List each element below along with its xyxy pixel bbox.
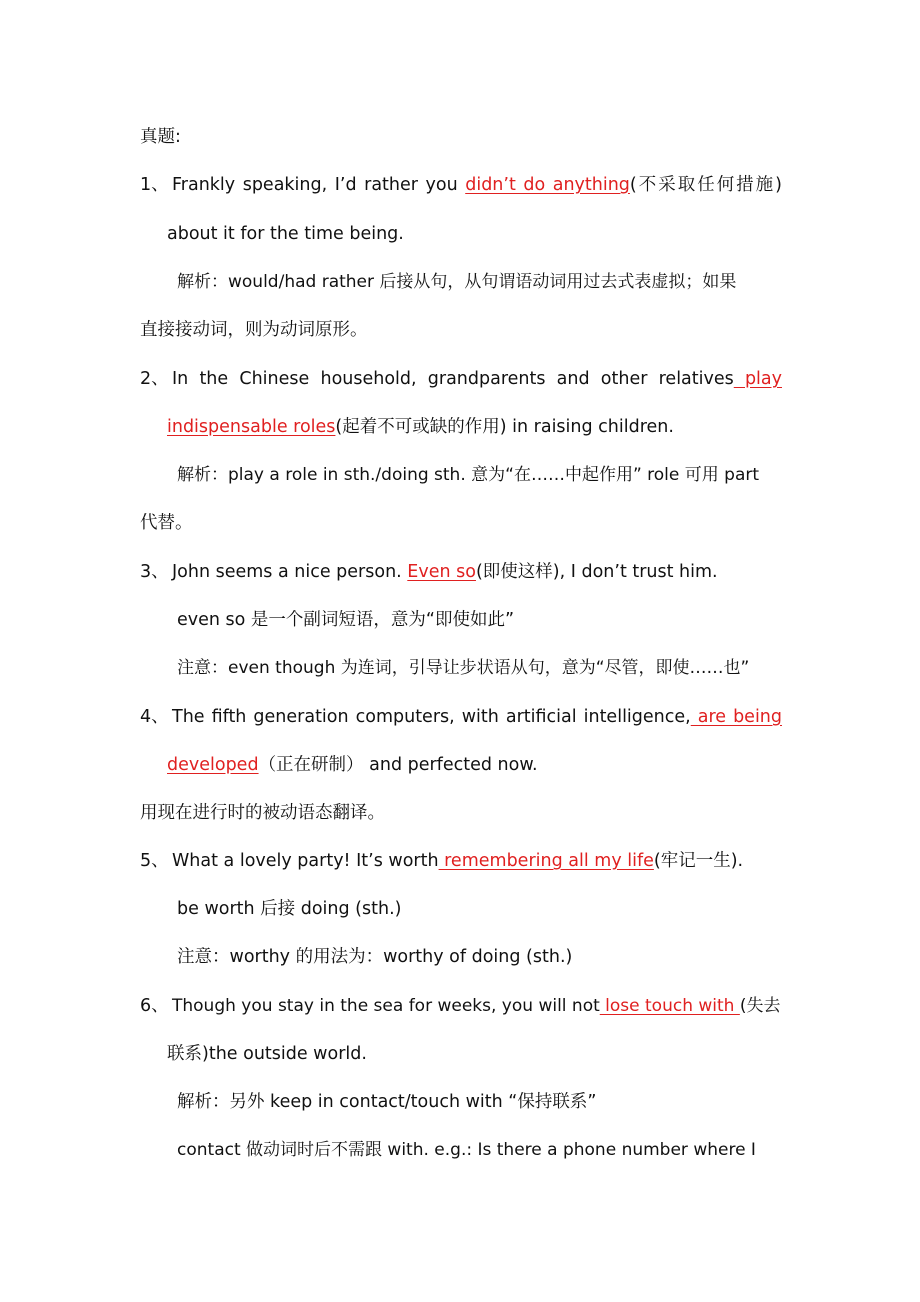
- answer-text: Even so: [407, 562, 476, 582]
- answer-text: lose touch with: [599, 996, 740, 1016]
- answer-text: developed: [167, 755, 259, 775]
- item-number: 2、: [140, 369, 169, 389]
- analysis-line: 注意：even though 为连词，引导让步状语从句，意为“尽管，即使……也”: [177, 658, 750, 678]
- question-line: What a lovely party! It’s worth remembering all my life(牢记一生).: [172, 851, 744, 871]
- analysis-line: 解析：would/had rather 后接从句，从句谓语动词用过去式表虚拟；如果: [177, 272, 737, 292]
- question-line: about it for the time being.: [167, 224, 404, 244]
- analysis-line: 用现在进行时的被动语态翻译。: [140, 803, 385, 823]
- item-number: 4、: [140, 707, 169, 727]
- answer-text: remembering all my life: [438, 851, 654, 871]
- analysis-line: contact 做动词时后不需跟 with. e.g.: Is there a phone number where I: [177, 1140, 756, 1160]
- question-line: John seems a nice person. Even so(即使这样), I don’t trust him.: [172, 562, 718, 582]
- analysis-line: even so 是一个副词短语，意为“即使如此”: [177, 610, 515, 630]
- answer-text: indispensable roles: [167, 417, 336, 437]
- answer-text: play: [733, 369, 782, 389]
- item-number: 3、: [140, 562, 169, 582]
- question-line: In the Chinese household, grandparents and other relatives play: [172, 369, 782, 389]
- analysis-line: 解析：另外 keep in contact/touch with “保持联系”: [177, 1092, 597, 1112]
- analysis-line: 注意：worthy 的用法为：worthy of doing (sth.): [177, 947, 573, 967]
- question-line: developed（正在研制） and perfected now.: [167, 755, 538, 775]
- analysis-line: 代替。: [140, 513, 193, 533]
- item-number: 6、: [140, 996, 169, 1016]
- item-number: 5、: [140, 851, 169, 871]
- question-line: indispensable roles(起着不可或缺的作用) in raising children.: [167, 417, 674, 437]
- analysis-line: be worth 后接 doing (sth.): [177, 899, 402, 919]
- question-line: Though you stay in the sea for weeks, you will not lose touch with (失去: [172, 996, 781, 1016]
- analysis-line: 直接接动词，则为动词原形。: [140, 320, 368, 340]
- question-line: Frankly speaking, I’d rather you didn’t do anything(不采取任何措施): [172, 175, 782, 195]
- question-line: The fifth generation computers, with artificial intelligence, are being: [172, 707, 782, 727]
- question-line: 联系)the outside world.: [167, 1044, 367, 1064]
- answer-text: are being: [690, 707, 782, 727]
- section-header: 真题:: [140, 127, 181, 147]
- analysis-line: 解析：play a role in sth./doing sth. 意为“在……中起作用” role 可用 part: [177, 465, 760, 485]
- item-number: 1、: [140, 175, 169, 195]
- answer-text: didn’t do anything: [465, 175, 630, 195]
